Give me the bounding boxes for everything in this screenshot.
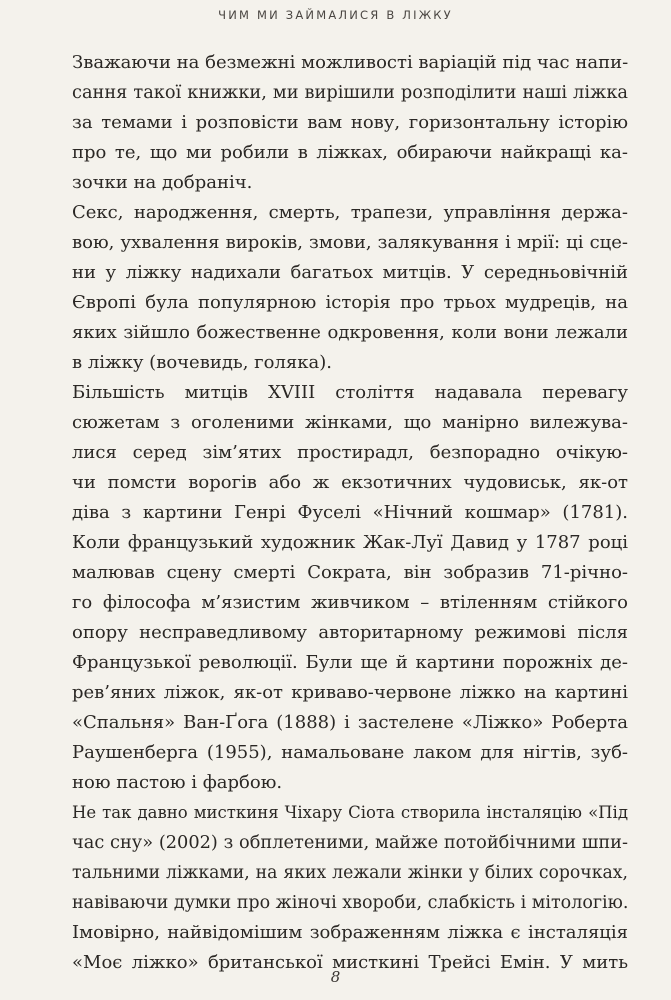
- text-line: чи помсти ворогів або ж екзотичних чудовиськ, як-от: [72, 472, 628, 493]
- text-line: зочки на добраніч.: [72, 172, 253, 193]
- text-line: про те, що ми робили в ліжках, обираючи найкращі ка-: [72, 142, 628, 163]
- text-line: час сну» (2002) з обплетеними, майже потойбічними шпи-: [72, 833, 628, 853]
- text-line: лися серед зім’ятих простирадл, безпорадно очікую-: [72, 442, 628, 463]
- body-text: [72, 48, 628, 978]
- text-line: ною пастою і фарбою.: [72, 772, 283, 793]
- text-line: Зважаючи на безмежні можливості варіацій під час напи-: [72, 52, 629, 73]
- text-line: діва з картини Генрі Фуселі «Нічний кошмар» (1781).: [72, 502, 628, 523]
- text-line: рев’яних ліжок, як-от криваво-червоне ліжко на картині: [72, 682, 628, 703]
- running-header: ЧИМ МИ ЗАЙМАЛИСЯ В ЛІЖКУ: [218, 8, 453, 22]
- text-line: сання такої книжки, ми вирішили розподілити наші ліжка: [72, 83, 628, 103]
- text-line: малював сцену смерті Сократа, він зобразив 71-річно-: [72, 562, 628, 583]
- text-line: Коли французький художник Жак-Луї Давид у 1787 році: [72, 532, 628, 553]
- text-line: в ліжку (вочевидь, голяка).: [72, 352, 332, 373]
- text-line: Секс, народження, смерть, трапези, управління держа-: [72, 202, 628, 223]
- text-line: Більшість митців XVIII століття надавала перевагу: [72, 382, 628, 403]
- text-line: ни у ліжку надихали багатьох митців. У середньовічній: [72, 262, 628, 283]
- text-line: вою, ухвалення вироків, змови, залякування і мрії: ці сце-: [72, 232, 628, 253]
- text-line: «Моє ліжко» британської мисткині Трейсі Емін. У мить: [72, 952, 628, 973]
- text-line: опору несправедливому авторитарному режимові після: [72, 622, 628, 643]
- page-number: 8: [330, 968, 341, 986]
- text-line: Європі була популярною історія про трьох мудреців, на: [72, 292, 628, 313]
- text-line: яких зійшло божественне одкровення, коли вони лежали: [72, 322, 628, 343]
- text-line: тальними ліжками, на яких лежали жінки у білих сорочках,: [72, 863, 628, 883]
- text-line: Раушенберга (1955), намальоване лаком для нігтів, зуб-: [72, 742, 628, 763]
- text-line: Імовірно, найвідомішим зображенням ліжка є інсталяція: [72, 922, 628, 943]
- text-line: за темами і розповісти вам нову, горизонтальну історію: [72, 112, 628, 133]
- text-line: Французької революції. Були ще й картини порожніх де-: [72, 652, 628, 673]
- text-line: сюжетам з оголеними жінками, що манірно вилежува-: [72, 412, 628, 433]
- text-line: Не так давно мисткиня Чіхару Сіота створила інсталяцію «Під: [72, 803, 628, 822]
- text-line: навіваючи думки про жіночі хвороби, слабкість і мітологію.: [72, 893, 629, 913]
- text-line: «Спальня» Ван-Ґога (1888) і застелене «Ліжко» Роберта: [72, 712, 628, 733]
- text-line: го філософа м’язистим живчиком – втіленням стійкого: [72, 592, 628, 613]
